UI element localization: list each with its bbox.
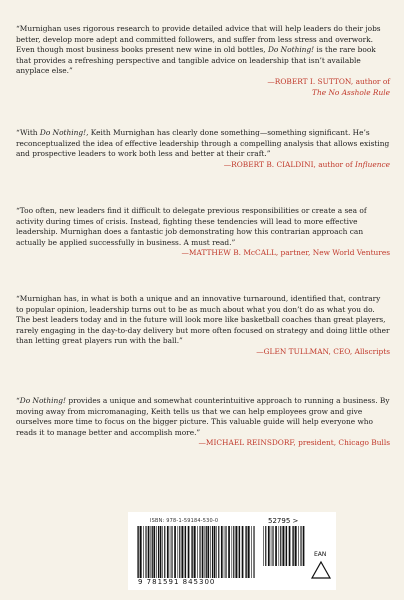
barcode-bar bbox=[233, 526, 234, 578]
barcode-bar bbox=[145, 526, 146, 578]
barcode-bar bbox=[232, 526, 233, 578]
barcode-bar bbox=[194, 526, 196, 578]
barcode-bar bbox=[282, 526, 284, 566]
blurb-quote: “Murnighan has, in what is both a unique and an innovative turnaround, identified that, contrary to popular opinion, leadership turns out to be as much about what you don’t do as what you do. The best leaders today and in the future will look more like basketball coaches than great players, rarely engaging in the day-to-day delivery but more often focused on strategy and doing little other than letting great players run with the ball.” bbox=[16, 294, 390, 346]
barcode-bar bbox=[212, 526, 213, 578]
barcode-bar bbox=[293, 526, 294, 566]
barcode-bar bbox=[202, 526, 204, 578]
barcode-bar bbox=[137, 526, 138, 578]
barcode-bar bbox=[242, 526, 244, 578]
barcode-bar bbox=[170, 526, 171, 578]
blurb-quote: “ bbox=[16, 396, 20, 405]
barcode-bar bbox=[192, 526, 193, 578]
barcode-bar bbox=[188, 526, 190, 578]
barcode-bar bbox=[298, 526, 299, 566]
barcode-bar bbox=[181, 526, 183, 578]
barcode-bar bbox=[214, 526, 216, 578]
blurb-quote-rest: , Keith Murnighan has clearly done something—something significant. He’s reconceptualized the idea of effective leadership through a compelling analysis that allows existing and prospective leaders to work both less and better at their craft.” bbox=[16, 128, 390, 159]
barcode-bar bbox=[185, 526, 186, 578]
barcode-bar bbox=[292, 526, 293, 566]
price-code: 52795 > bbox=[268, 517, 299, 525]
barcode-bar bbox=[286, 526, 287, 566]
blurb-attribution bbox=[16, 77, 390, 98]
barcode-bar bbox=[238, 526, 239, 578]
barcode-bar bbox=[152, 526, 153, 578]
barcode-bar bbox=[191, 526, 192, 578]
barcode-bar bbox=[265, 526, 266, 566]
barcode-bar bbox=[151, 526, 152, 578]
blurb-attribution bbox=[16, 248, 390, 259]
barcode-bar bbox=[178, 526, 179, 578]
barcode-bar bbox=[289, 526, 291, 566]
barcode-bar bbox=[272, 526, 273, 566]
barcode-bar bbox=[160, 526, 162, 578]
barcode-bar bbox=[138, 526, 139, 578]
barcode-bar bbox=[245, 526, 246, 578]
blurb-attribution bbox=[16, 347, 390, 358]
barcode-bar bbox=[171, 526, 172, 578]
barcode-bar bbox=[239, 526, 240, 578]
barcode-bar bbox=[197, 526, 198, 578]
barcode-bar bbox=[167, 526, 169, 578]
barcode-bar bbox=[303, 526, 305, 566]
blurb-author-work: The No Asshole Rule bbox=[312, 87, 390, 97]
blurb-quote-title: Do Nothing! bbox=[267, 45, 315, 55]
blurb-author: —MICHAEL REINSDORF, president, Chicago Bulls bbox=[198, 438, 390, 448]
barcode-bar bbox=[218, 526, 219, 578]
barcode-bar bbox=[162, 526, 163, 578]
barcode-bar bbox=[271, 526, 272, 566]
barcode-bar bbox=[228, 526, 230, 578]
blurb-author-work: Influence bbox=[354, 159, 390, 169]
barcode-bar bbox=[251, 526, 252, 578]
barcode-bar bbox=[285, 526, 286, 566]
barcode-bar bbox=[158, 526, 159, 578]
blurb-author: —GLEN TULLMAN, CEO, Allscripts bbox=[256, 346, 390, 356]
blurb-quote: “Murnighan uses rigorous research to provide detailed advice that will help leaders do their jobs better, develop more adept and committed followers, and suffer from less stress and overwork. Even though most business books present new wine in old bottles, bbox=[16, 24, 381, 55]
barcode-bar bbox=[184, 526, 185, 578]
barcode-bar bbox=[179, 526, 180, 578]
recycle-triangle-icon bbox=[310, 560, 332, 580]
barcode-bar bbox=[280, 526, 281, 566]
blurb-quote: “Too often, new leaders find it difficult to delegate previous responsibilities or create a sea of activity during times of crisis. Instead, fighting these tendencies will lead to more effective leadership. Murnighan does a fantastic job demonstrating how this contrarian approach can actually be applied successfully in business. A must read.” bbox=[16, 206, 367, 247]
barcode-bar bbox=[205, 526, 206, 578]
barcode-bar bbox=[248, 526, 250, 578]
barcode-bar bbox=[279, 526, 280, 566]
barcode-bar bbox=[275, 526, 277, 566]
blurb-quote: “With bbox=[16, 128, 40, 137]
price-barcode bbox=[262, 526, 306, 566]
barcode-bar bbox=[268, 526, 270, 566]
blurb-mccall bbox=[16, 206, 390, 259]
barcode-area bbox=[128, 512, 336, 590]
barcode-bar bbox=[225, 526, 226, 578]
barcode-bar bbox=[174, 526, 176, 578]
barcode-digits: 9 781591 845300 bbox=[138, 578, 216, 586]
barcode-bar bbox=[207, 526, 209, 578]
barcode-bar bbox=[153, 526, 155, 578]
blurb-attribution bbox=[16, 438, 390, 449]
blurb-quote-rest: is the rare book that provides a refreshing perspective and tangible advice on leadership that isn’t available anyplace else.” bbox=[16, 45, 376, 76]
barcode-bar bbox=[164, 526, 165, 578]
barcode-bar bbox=[210, 526, 211, 578]
isbn-barcode bbox=[136, 526, 256, 584]
blurb-quote-rest: provides a unique and somewhat counterintuitive approach to running a business. By moving away from micromanaging, Keith tells us that we can help employees grow and give ourselves more time to focus on the bigger picture. This valuable guide will help everyone who reads it to manage better and accomplish more.” bbox=[16, 396, 390, 437]
barcode-bar bbox=[253, 526, 254, 578]
barcode-bar bbox=[148, 526, 150, 578]
barcode-bar bbox=[300, 526, 301, 566]
barcode-bar bbox=[140, 526, 142, 578]
isbn-label: ISBN: 978-1-59184-530-0 bbox=[150, 518, 219, 524]
ean-label: EAN bbox=[314, 551, 327, 558]
blurb-quote-title: Do Nothing! bbox=[19, 396, 66, 405]
barcode-bar bbox=[199, 526, 200, 578]
barcode-bar bbox=[295, 526, 297, 566]
barcode-bar bbox=[143, 526, 144, 578]
blurb-tullman bbox=[16, 294, 390, 358]
barcode-bar bbox=[263, 526, 264, 566]
barcode-bar bbox=[235, 526, 237, 578]
blurb-author: —ROBERT I. SUTTON, author of bbox=[267, 76, 390, 86]
blurb-sutton bbox=[16, 24, 390, 98]
blurb-reinsdorf bbox=[16, 396, 390, 449]
barcode-bar bbox=[156, 526, 157, 578]
barcode-bar bbox=[206, 526, 207, 578]
barcode-bar bbox=[221, 526, 223, 578]
blurb-author: —MATTHEW B. McCALL, partner, New World Ventures bbox=[181, 248, 390, 258]
blurb-cialdini bbox=[16, 128, 390, 170]
barcode-bar bbox=[216, 526, 217, 578]
blurb-author: —ROBERT B. CIALDINI, author of bbox=[223, 159, 353, 169]
blurb-quote-title: Do Nothing! bbox=[39, 128, 87, 137]
barcode-bar bbox=[246, 526, 247, 578]
blurb-attribution bbox=[16, 160, 390, 171]
barcode-bar bbox=[224, 526, 225, 578]
